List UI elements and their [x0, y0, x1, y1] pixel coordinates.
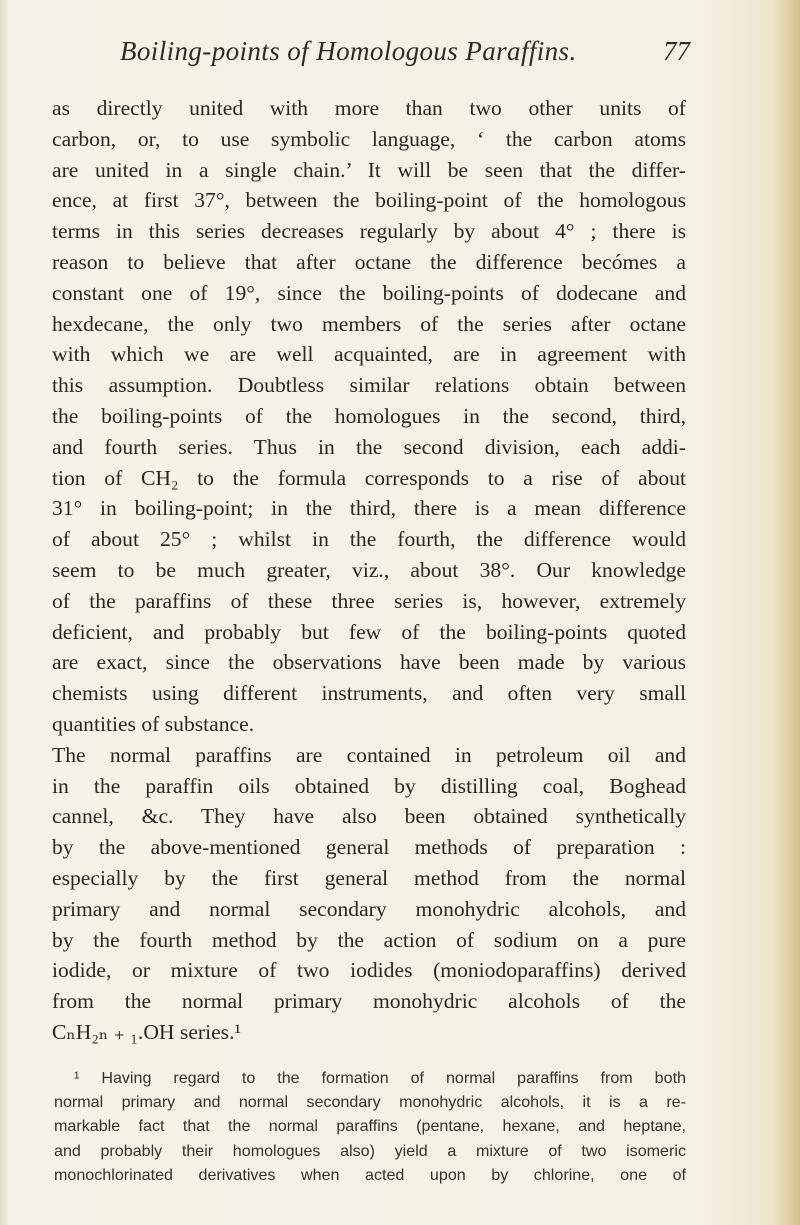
footnote-line: and probably their homologues also) yield a mixture of two isomeric: [54, 1141, 686, 1160]
body-line: the boiling-points of the homologues in the second, third,: [52, 403, 686, 428]
page-right-edge-shadow: [772, 0, 800, 1225]
body-line: in the paraffin oils obtained by distilling coal, Boghead: [52, 773, 686, 798]
footnote-line: markable fact that the normal paraffins (pentane, hexane, and heptane,: [54, 1117, 686, 1136]
body-line: by the above-mentioned general methods of preparation :: [52, 835, 686, 860]
body-line: from the normal primary monohydric alcohols of the: [52, 989, 686, 1014]
body-line: primary and normal secondary monohydric alcohols, and: [52, 896, 686, 921]
body-line: as directly united with more than two other units of: [52, 96, 686, 120]
body-line: of about 25° ; whilst in the fourth, the difference would: [52, 527, 686, 552]
body-line: tion of CH₂ to the formula corresponds to a rise of about: [52, 465, 686, 490]
body-line: this assumption. Doubtless similar relations obtain between: [52, 373, 686, 398]
body-line: 31° in boiling-point; in the third, there is a mean difference: [52, 496, 686, 521]
body-line: reason to believe that after octane the difference becómes a: [52, 249, 686, 274]
running-title: Boiling-points of Homologous Paraffins.: [120, 36, 577, 66]
body-line: constant one of 19°, since the boiling-points of dodecane and: [52, 280, 686, 305]
body-line: with which we are well acquainted, are in agreement with: [52, 342, 686, 367]
body-line: CₙH₂ₙ ₊ ₁.OH series.¹: [52, 1019, 241, 1044]
footnote-line: ¹ Having regard to the formation of normal paraffins from both: [74, 1069, 686, 1087]
body-line: ence, at first 37°, between the boiling-point of the homologous: [52, 188, 686, 213]
body-line: especially by the first general method from the normal: [52, 865, 686, 890]
body-line: terms in this series decreases regularly by about 4° ; there is: [52, 219, 686, 244]
body-line: of the paraffins of these three series is, however, extremely: [52, 588, 686, 613]
body-line: carbon, or, to use symbolic language, ‘ the carbon atoms: [52, 126, 686, 151]
footnote-line: normal primary and normal secondary monohydric alcohols, it is a re-: [54, 1093, 686, 1112]
page-header: [120, 36, 690, 76]
body-line: are united in a single chain.’ It will be seen that the differ-: [52, 157, 686, 182]
body-line: deficient, and probably but few of the boiling-points quoted: [52, 619, 686, 644]
body-line: The normal paraffins are contained in petroleum oil and: [52, 742, 686, 767]
body-line: and fourth series. Thus in the second division, each addi-: [52, 434, 686, 459]
body-line: are exact, since the observations have been made by various: [52, 650, 686, 675]
body-line: by the fourth method by the action of sodium on a pure: [52, 927, 686, 952]
body-line: chemists using different instruments, and often very small: [52, 681, 686, 706]
body-line: seem to be much greater, viz., about 38°. Our knowledge: [52, 557, 686, 582]
footnotes: [54, 1066, 686, 1187]
body-line: cannel, &c. They have also been obtained synthetically: [52, 804, 686, 829]
body-line: hexdecane, the only two members of the series after octane: [52, 311, 686, 336]
body-text: [52, 93, 686, 1048]
body-line: iodide, or mixture of two iodides (moniodoparaffins) derived: [52, 958, 686, 983]
footnote-line: monochlorinated derivatives when acted upon by chlorine, one of: [54, 1165, 686, 1184]
body-line: quantities of substance.: [52, 711, 255, 736]
page-left-edge: [0, 0, 10, 1225]
page-number: 77: [663, 36, 690, 66]
